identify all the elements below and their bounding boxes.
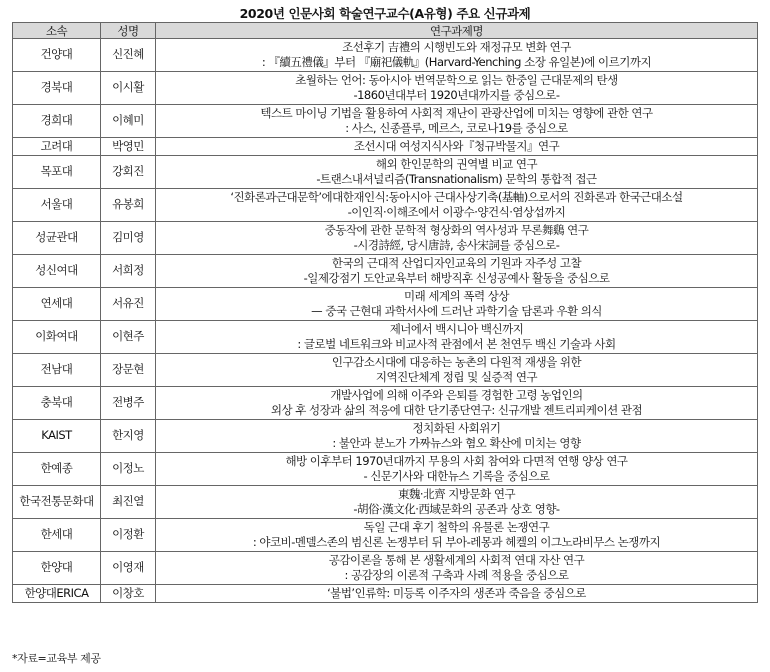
header-affiliation: 소속 — [13, 23, 101, 39]
table-row — [13, 72, 758, 105]
researcher-name-cell: 이정환 — [101, 519, 156, 552]
project-title-cell — [156, 453, 758, 486]
project-title-cell — [156, 138, 758, 156]
researcher-name-cell: 전병주 — [101, 387, 156, 420]
project-title-cell — [156, 420, 758, 453]
affiliation-cell: 연세대 — [13, 288, 101, 321]
researcher-name-cell: 김미영 — [101, 222, 156, 255]
table-row — [13, 39, 758, 72]
researcher-name-cell: 서유진 — [101, 288, 156, 321]
affiliation-cell: 충북대 — [13, 387, 101, 420]
project-title-line: 공감이론을 통해 본 생활세계의 사회적 연대 자산 연구 — [328, 552, 585, 567]
project-title-line: 제너에서 백시니아 백신까지 — [389, 321, 524, 336]
project-title-line: -일제강점기 도안교육부터 해방직후 신성공예사 활동을 중심으로 — [303, 271, 610, 285]
project-title-line: -胡俗·漢文化·西域문화의 공존과 상호 영향- — [353, 502, 560, 516]
affiliation-cell: 경북대 — [13, 72, 101, 105]
project-title-cell — [156, 387, 758, 420]
table-row — [13, 354, 758, 387]
project-title-line: : 야코비-멘델스존의 범신론 논쟁부터 뒤 부아-레몽과 헤켈의 이그노라비무스 논쟁까지 — [252, 535, 661, 549]
project-title-line: 조선후기 吉禮의 시행빈도와 재정규모 변화 연구 — [342, 39, 571, 54]
project-title-line: -트랜스내셔널리즘(Transnationalism) 문학의 통합적 접근 — [316, 172, 597, 186]
researcher-name-cell: 최진열 — [101, 486, 156, 519]
research-projects-table — [12, 22, 758, 603]
project-title-line: 지역진단체계 정립 및 실증적 연구 — [375, 370, 538, 384]
project-title-line: — 중국 근현대 과학서사에 드러난 과학기술 담론과 우환 의식 — [311, 304, 602, 318]
project-title-line: 한국의 근대적 산업디자인교육의 기원과 자주성 고찰 — [331, 255, 582, 270]
project-title-line: ‘불법’인류학: 미등록 이주자의 생존과 죽음을 중심으로 — [327, 585, 586, 600]
project-title-line: 초월하는 언어: 동아시아 번역문학으로 읽는 한중일 근대문제의 탄생 — [295, 72, 618, 87]
project-title-line: 조선시대 여성지식사와『청규박물지』연구 — [353, 138, 560, 153]
table-row — [13, 387, 758, 420]
researcher-name-cell: 이시활 — [101, 72, 156, 105]
affiliation-cell: 한양대 — [13, 552, 101, 585]
table-row — [13, 552, 758, 585]
table-row — [13, 189, 758, 222]
project-title-cell — [156, 39, 758, 72]
table-row — [13, 486, 758, 519]
table-row — [13, 585, 758, 603]
affiliation-cell: 건양대 — [13, 39, 101, 72]
project-title-line: : 사스, 신종플루, 메르스, 코로나19를 중심으로 — [345, 121, 568, 135]
affiliation-cell: 성신여대 — [13, 255, 101, 288]
researcher-name-cell: 한지영 — [101, 420, 156, 453]
project-title-line: 인구감소시대에 대응하는 농촌의 다원적 재생을 위한 — [331, 354, 582, 369]
table-header-row — [13, 23, 758, 39]
project-title-line: 개발사업에 의해 이주와 은퇴를 경험한 고령 농업인의 — [330, 387, 583, 402]
researcher-name-cell: 박영민 — [101, 138, 156, 156]
researcher-name-cell: 강회진 — [101, 156, 156, 189]
project-title-line: - 신문기사와 대한뉴스 기록을 중심으로 — [363, 469, 550, 483]
affiliation-cell: 고려대 — [13, 138, 101, 156]
source-note: *자료=교육부 제공 — [12, 652, 101, 665]
project-title-line: : 글로벌 네트워크와 비교사적 관점에서 본 천연두 백신 기술과 사회 — [297, 337, 616, 351]
project-title-line: 텍스트 마이닝 기법을 활용하여 사회적 재난이 관광산업에 미치는 영향에 관한 연구 — [260, 105, 653, 120]
researcher-name-cell: 이정노 — [101, 453, 156, 486]
table-title: 2020년 인문사회 학술연구교수(A유형) 주요 신규과제 — [239, 6, 531, 21]
table-row — [13, 453, 758, 486]
project-title-cell — [156, 105, 758, 138]
affiliation-cell: 이화여대 — [13, 321, 101, 354]
table-row — [13, 138, 758, 156]
project-title-cell — [156, 156, 758, 189]
affiliation-cell: 성균관대 — [13, 222, 101, 255]
affiliation-cell: 한양대ERICA — [13, 585, 101, 603]
project-title-cell — [156, 321, 758, 354]
project-title-line: 외상 후 성장과 삶의 적응에 대한 단기종단연구: 신규개발 젠트리피케이션 관점 — [270, 403, 643, 417]
researcher-name-cell: 이영재 — [101, 552, 156, 585]
project-title-cell — [156, 486, 758, 519]
affiliation-cell: 한세대 — [13, 519, 101, 552]
header-project-title: 연구과제명 — [156, 23, 758, 39]
header-name: 성명 — [101, 23, 156, 39]
project-title-cell — [156, 189, 758, 222]
table-row — [13, 321, 758, 354]
project-title-line: -이인직·이해조에서 이광수·양건식·염상섭까지 — [347, 205, 566, 219]
project-title-line: -1860년대부터 1920년대까지를 중심으로- — [353, 88, 560, 102]
project-title-cell — [156, 354, 758, 387]
project-title-line: ‘진화론과근대문학’에대한재인식:동아시아 근대사상기축(基軸)으로서의 진화론과 한국근대소설 — [230, 189, 683, 204]
table-row — [13, 255, 758, 288]
project-title-line: -시경詩經, 당시唐詩, 송사宋詞를 중심으로- — [353, 238, 560, 252]
project-title-cell — [156, 585, 758, 603]
project-title-line: 독일 근대 후기 철학의 유물론 논쟁연구 — [363, 519, 550, 534]
table-row — [13, 222, 758, 255]
project-title-cell — [156, 552, 758, 585]
project-title-line: : 불안과 분노가 가짜뉴스와 혐오 확산에 미치는 영향 — [332, 436, 581, 450]
table-row — [13, 288, 758, 321]
table-row — [13, 105, 758, 138]
affiliation-cell: 전남대 — [13, 354, 101, 387]
project-title-cell — [156, 255, 758, 288]
affiliation-cell: 목포대 — [13, 156, 101, 189]
affiliation-cell: 경희대 — [13, 105, 101, 138]
project-title-line: 정치화된 사회위기 — [412, 420, 501, 435]
affiliation-cell: 서울대 — [13, 189, 101, 222]
researcher-name-cell: 이창호 — [101, 585, 156, 603]
researcher-name-cell: 신진혜 — [101, 39, 156, 72]
affiliation-cell: 한예종 — [13, 453, 101, 486]
project-title-cell — [156, 222, 758, 255]
project-title-line: 해방 이후부터 1970년대까지 무용의 사회 참여와 다면적 연행 양상 연구 — [285, 453, 628, 468]
project-title-line: 미래 세계의 폭력 상상 — [404, 288, 509, 303]
researcher-name-cell: 이현주 — [101, 321, 156, 354]
project-title-cell — [156, 288, 758, 321]
project-title-line: 東魏·北齊 지방문화 연구 — [397, 486, 516, 501]
project-title-cell — [156, 72, 758, 105]
researcher-name-cell: 유봉희 — [101, 189, 156, 222]
affiliation-cell: KAIST — [13, 420, 101, 453]
table-row — [13, 519, 758, 552]
project-title-line: 해외 한인문학의 권역별 비교 연구 — [375, 156, 538, 171]
affiliation-cell: 한국전통문화대 — [13, 486, 101, 519]
researcher-name-cell: 이혜미 — [101, 105, 156, 138]
project-title-cell — [156, 519, 758, 552]
researcher-name-cell: 장문현 — [101, 354, 156, 387]
table-row — [13, 420, 758, 453]
researcher-name-cell: 서희정 — [101, 255, 156, 288]
project-title-line: : 공감장의 이론적 구축과 사례 적용을 중심으로 — [344, 568, 569, 582]
project-title-line: 중동작에 관한 문학적 형상화의 역사성과 무론舞鷄 연구 — [324, 222, 589, 237]
project-title-line: : 『續五禮儀』부터 『廟祀儀軌』(Harvard-Yenching 소장 유일본)에 이르기까지 — [261, 55, 652, 69]
table-row — [13, 156, 758, 189]
